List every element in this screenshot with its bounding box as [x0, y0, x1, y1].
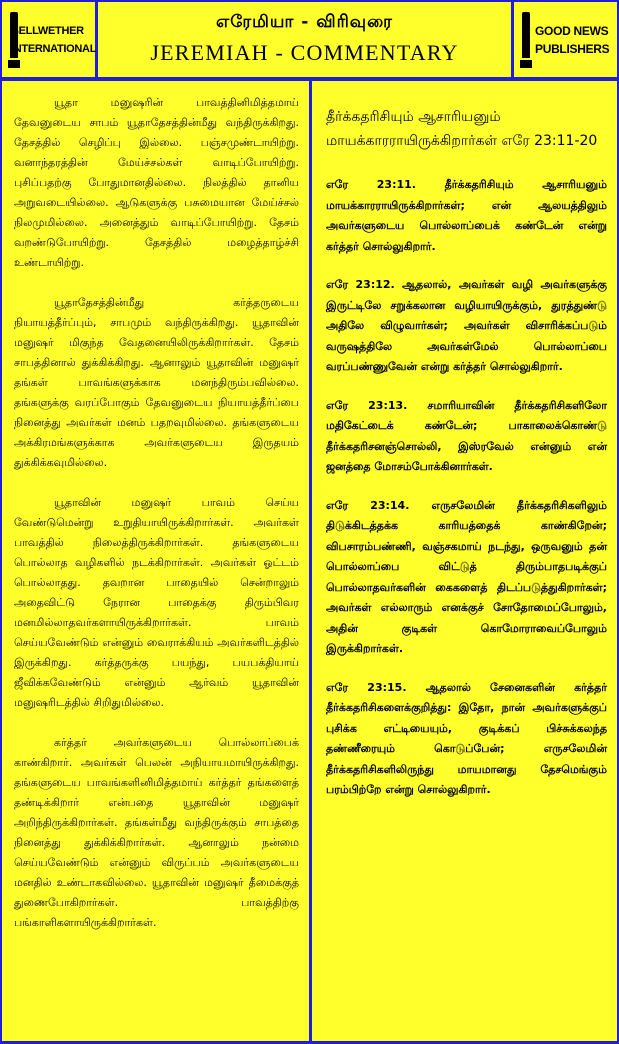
page-title-tamil: எரேமியா - விரிவுரை: [216, 12, 393, 32]
left-logo-line-1: BELLWETHER: [11, 24, 84, 37]
commentary-paragraph: யூதாதேசத்தின்மீது கர்த்தருடைய நியாயத்தீர்ப்பும், சாபமும் வந்திருக்கிறது. யூதாவின் மனுஷர் மிகுந்த வேதனையிலிருக்கிறார்கள். தேசம் சாபத்தினால் துக்கிக்கிறது. ஆனாலும் யூதாவின் மனுஷர் தங்கள் பாவங்களுக்காக மனந்திரும்பவில்லை. தங்களுக்கு வரப்போகும் தேவனுடைய நியாயத்தீர்ப்பை நினைத்து அவர்கள் மனம் பதறவுமில்லை. தங்களுடைய அக்கிரமங்களுக்காக அவர்களுடைய இருதயம் துக்கிக்கவுமில்லை.: [14, 296, 299, 469]
verse: எரே 23:11. தீர்க்கதரிசியும் ஆசாரியனும் மாயக்காரராயிருக்கிறார்கள்; என் ஆலயத்திலும் அவர்களுடைய பொல்லாப்பைக் கண்டேன் என்று கர்த்தர் சொல்லுகிறார்.: [326, 178, 607, 253]
commentary-paragraph: யூதா மனுஷரின் பாவத்தினிமித்தமாய் தேவனுடைய சாபம் யூதாதேசத்தின்மீது வந்திருக்கிறது. தேசத்தில் செழிப்பு இல்லை. பஞ்சமுண்டாயிற்று. வனாந்தரத்தின் மேய்ச்சல்கள் வாடிப்போயிற்று. புசிப்பதற்கு போதுமானதில்லை. நிலத்தில் தானிய அறுவடையில்லை. ஆடுகளுக்கு பசுமையான மேய்ச்சல் நிலமுமில்லை. அனைத்தும் வாடிப்போயிற்று. தேசம் வறண்டுபோயிற்று. தேசத்தில் மழைத்தாழ்ச்சி உண்டாயிற்று.: [14, 96, 299, 269]
commentary-paragraph: கர்த்தர் அவர்களுடைய பொல்லாப்பைக் காண்கிறார். அவர்கள் பெலன் அநியாயமாயிருக்கிறது. தங்களுடைய பாவங்களினிமித்தமாய் கர்த்தர் தங்களைத் தண்டிக்கிறார் என்பதை யூதாவின் மனுஷர் அறிந்திருக்கிறார்கள். தங்கள்மீது வந்திருக்கும் சாபத்தை நினைத்து துக்கிக்கிறார்கள். ஆனாலும் நன்மை செய்யவேண்டும் என்னும் விருப்பம் அவர்களுடைய மனதில் உண்டாகவில்லை. யூதாவின் மனுஷர் தீமைக்குத் துணைபோகிறார்கள். பாவத்திற்கு பங்காளிகளாயிருக்கிறார்கள்.: [14, 736, 299, 929]
section-heading: தீர்க்கதரிசியும் ஆசாரியனும் மாயக்காரராயிருக்கிறார்கள் எரே 23:11-20: [326, 109, 598, 149]
verse: எரே 23:12. ஆதலால், அவர்கள் வழி அவர்களுக்கு இருட்டிலே சறுக்கலான வழியாயிருக்கும், துரத்துண்டு அதிலே விழுவார்கள்; அவர்கள் விசாரிக்கப்படும் வருஷத்திலே அவர்கள்மேல் பொல்லாப்பை வரப்பண்ணுவேன் என்று கர்த்தர் சொல்லுகிறார்.: [326, 278, 607, 373]
bellwether-logo: [2, 2, 95, 77]
bell-tower-icon: [520, 12, 532, 68]
title-banner: [98, 2, 511, 77]
verse: எரே 23:15. ஆதலால் சேனைகளின் கர்த்தர் தீர்க்கதரிசிகளைக்குறித்து: இதோ, நான் அவர்களுக்குப் புசிக்க எட்டியையும், குடிக்கப் பிச்சுக்கலந்த தண்ணீரையும் கொடுப்பேன்; எருசலேமின் தீர்க்கதரிசிகளிலிருந்து மாயமானது தேசமெங்கும் பரம்பிற்றே என்று சொல்லுகிறார்.: [326, 680, 607, 796]
good-news-logo: [514, 2, 617, 77]
verse: எரே 23:14. எருசலேமின் தீர்க்கதரிசிகளிலும் திடுக்கிடத்தக்க காரியத்தைக் காண்கிறேன்; விபசாரம்பண்ணி, வஞ்சகமாய் நடந்து, ஒருவனும் தன் பொல்லாப்பை விட்டுத் திரும்பாதபடிக்குப் பொல்லாதவர்களின் கைகளைத் திடப்படுத்துகிறார்கள்; அவர்கள் எல்லாரும் எனக்குச் சோதோமைப்போலும், அதின் குடிகள் கொமோராவைப்போலும் இருக்கிறார்கள்.: [326, 498, 607, 655]
verse: எரே 23:13. சமாரியாவின் தீர்க்கதரிசிகளிலோ மதிகேட்டைக் கண்டேன்; பாகாலைக்கொண்டு தீர்க்கதரிசனஞ்சொல்லி, இஸ்ரவேல் என்னும் என் ஜனத்தை மோசம்போக்கினார்கள்.: [326, 398, 607, 473]
left-logo-line-2: INTERNATIONAL: [11, 42, 97, 55]
right-logo-line-2: PUBLISHERS: [535, 41, 610, 56]
page-title-english: JEREMIAH - COMMENTARY: [150, 40, 459, 65]
right-logo-line-1: GOOD NEWS: [535, 23, 609, 38]
commentary-column: [2, 81, 309, 1041]
scripture-column: [312, 81, 617, 1041]
commentary-paragraph: யூதாவின் மனுஷர் பாவம் செய்ய வேண்டுமென்று உறுதியாயிருக்கிறார்கள். அவர்கள் பாவத்தில் நிலைத்திருக்கிறார்கள். தங்களுடைய பொல்லாத வழிகளில் நடக்கிறார்கள். அவர்கள் ஓட்டம் பொல்லாதது. தவறான பாதையில் சென்றாலும் அதைவிட்டு நேரான பாதைக்கு திரும்பிவர மனமில்லாதவர்களாயிருக்கிறார்கள். பாவம் செய்யவேண்டும் என்னும் வைராக்கியம் அவர்களிடத்தில் இருக்கிறது. கர்த்தருக்கு பயந்து, பயபக்தியாய் ஜீவிக்கவேண்டும் என்னும் ஆர்வம் யூதாவின் மனுஷரிடத்தில் சிறிதுமில்லை.: [14, 496, 299, 709]
